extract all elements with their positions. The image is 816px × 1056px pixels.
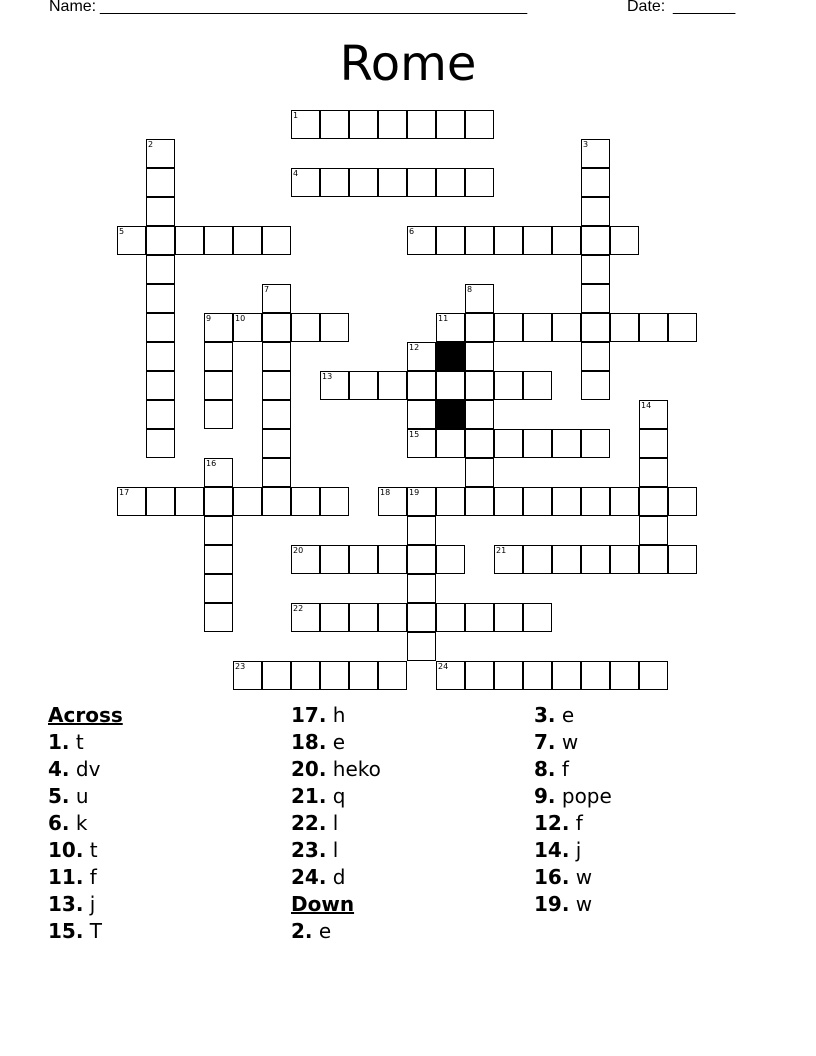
cell-number: 7 <box>264 285 270 294</box>
grid-cell[interactable] <box>465 603 494 632</box>
clue-text: t <box>69 730 84 754</box>
grid-cell[interactable] <box>262 487 291 516</box>
grid-cell[interactable] <box>407 168 436 197</box>
clue-text: j <box>569 838 582 862</box>
grid-cell[interactable] <box>523 487 552 516</box>
grid-cell[interactable] <box>407 545 436 574</box>
grid-cell[interactable] <box>436 371 465 400</box>
grid-cell[interactable] <box>407 516 436 545</box>
grid-cell[interactable] <box>523 661 552 690</box>
grid-cell[interactable] <box>494 487 523 516</box>
grid-cell[interactable] <box>552 226 581 255</box>
grid-cell[interactable] <box>639 545 668 574</box>
grid-cell[interactable] <box>610 661 639 690</box>
grid-cell[interactable] <box>494 429 523 458</box>
clue-text: l <box>326 811 339 835</box>
clue-item <box>534 864 612 891</box>
grid-cell[interactable] <box>262 458 291 487</box>
clue-number: 1. <box>48 730 70 754</box>
grid-cell[interactable] <box>146 168 175 197</box>
grid-cell[interactable] <box>349 168 378 197</box>
grid-cell[interactable] <box>581 168 610 197</box>
grid-cell[interactable] <box>262 400 291 429</box>
grid-cell[interactable] <box>407 487 436 516</box>
grid-cell[interactable] <box>175 226 204 255</box>
grid-cell[interactable] <box>407 110 436 139</box>
cell-number: 3 <box>583 140 589 149</box>
clue-number: 11. <box>48 865 84 889</box>
grid-cell[interactable] <box>204 458 233 487</box>
grid-cell[interactable] <box>204 603 233 632</box>
cell-number: 14 <box>641 401 652 410</box>
grid-cell[interactable] <box>146 255 175 284</box>
grid-cell[interactable] <box>639 516 668 545</box>
clue-text: T <box>83 919 103 943</box>
grid-cell[interactable] <box>204 400 233 429</box>
clue-number: 23. <box>291 838 327 862</box>
grid-cell[interactable] <box>146 487 175 516</box>
grid-cell[interactable] <box>204 545 233 574</box>
clue-text: l <box>326 838 339 862</box>
grid-cell[interactable] <box>436 313 465 342</box>
clue-text: e <box>312 919 332 943</box>
clue-text: w <box>569 892 593 916</box>
name-label: Name: <box>49 0 101 15</box>
grid-cell[interactable] <box>552 313 581 342</box>
clue-item <box>291 756 381 783</box>
grid-cell[interactable] <box>407 371 436 400</box>
grid-cell[interactable] <box>378 371 407 400</box>
clue-text: dv <box>69 757 101 781</box>
clue-number: 5. <box>48 784 70 808</box>
grid-cell[interactable] <box>552 487 581 516</box>
clue-item <box>291 702 381 729</box>
grid-cell[interactable] <box>378 603 407 632</box>
grid-cell[interactable] <box>233 487 262 516</box>
grid-cell[interactable] <box>146 284 175 313</box>
clue-number: 21. <box>291 784 327 808</box>
cell-number: 22 <box>293 604 304 613</box>
clue-item <box>534 837 612 864</box>
date-line[interactable]: _______ <box>673 0 736 15</box>
grid-cell[interactable] <box>494 371 523 400</box>
grid-cell[interactable] <box>262 661 291 690</box>
grid-cell[interactable] <box>436 487 465 516</box>
clue-item <box>48 756 123 783</box>
grid-cell[interactable] <box>639 487 668 516</box>
grid-cell[interactable] <box>668 313 697 342</box>
clue-text: u <box>69 784 89 808</box>
grid-cell[interactable] <box>262 429 291 458</box>
clue-text: e <box>555 703 575 727</box>
grid-cell[interactable] <box>610 487 639 516</box>
grid-cell[interactable] <box>523 429 552 458</box>
clue-number: 16. <box>534 865 570 889</box>
grid-cell[interactable] <box>378 110 407 139</box>
grid-cell[interactable] <box>465 429 494 458</box>
grid-cell[interactable] <box>465 342 494 371</box>
grid-cell[interactable] <box>465 400 494 429</box>
clue-number: 12. <box>534 811 570 835</box>
grid-cell[interactable] <box>320 313 349 342</box>
grid-cell[interactable] <box>552 661 581 690</box>
grid-cell[interactable] <box>407 603 436 632</box>
grid-cell[interactable] <box>204 371 233 400</box>
grid-cell[interactable] <box>407 574 436 603</box>
grid-cell[interactable] <box>581 284 610 313</box>
clue-number: 4. <box>48 757 70 781</box>
clue-item <box>534 783 612 810</box>
grid-cell[interactable] <box>494 313 523 342</box>
grid-cell[interactable] <box>465 487 494 516</box>
grid-cell[interactable] <box>523 603 552 632</box>
clue-text: k <box>69 811 88 835</box>
clue-number: 7. <box>534 730 556 754</box>
grid-cell[interactable] <box>610 226 639 255</box>
grid-cell[interactable] <box>291 168 320 197</box>
clue-item <box>534 729 612 756</box>
grid-cell[interactable] <box>465 168 494 197</box>
grid-cell[interactable] <box>581 661 610 690</box>
cell-number: 5 <box>119 227 125 236</box>
grid-cell[interactable] <box>146 139 175 168</box>
clue-number: 13. <box>48 892 84 916</box>
clue-number: 9. <box>534 784 556 808</box>
clue-text: w <box>555 730 579 754</box>
cell-number: 21 <box>496 546 507 555</box>
clue-number: 18. <box>291 730 327 754</box>
clue-number: 14. <box>534 838 570 862</box>
grid-cell[interactable] <box>581 313 610 342</box>
grid-block <box>436 400 465 429</box>
cell-number: 8 <box>467 285 473 294</box>
grid-cell[interactable] <box>494 603 523 632</box>
cell-number: 1 <box>293 111 299 120</box>
grid-cell[interactable] <box>494 545 523 574</box>
grid-cell[interactable] <box>523 371 552 400</box>
grid-cell[interactable] <box>378 661 407 690</box>
grid-cell[interactable] <box>407 632 436 661</box>
clue-text: t <box>83 838 98 862</box>
clue-column-2 <box>291 702 381 945</box>
clue-item <box>48 891 123 918</box>
clue-item <box>48 864 123 891</box>
grid-cell[interactable] <box>436 110 465 139</box>
grid-cell[interactable] <box>436 168 465 197</box>
grid-cell[interactable] <box>436 226 465 255</box>
grid-cell[interactable] <box>262 371 291 400</box>
grid-cell[interactable] <box>349 110 378 139</box>
clue-heading: Across <box>48 703 123 727</box>
grid-cell[interactable] <box>523 545 552 574</box>
clue-item <box>534 702 612 729</box>
grid-cell[interactable] <box>581 371 610 400</box>
grid-cell[interactable] <box>407 226 436 255</box>
cell-number: 18 <box>380 488 391 497</box>
clue-item <box>48 918 123 945</box>
grid-cell[interactable] <box>639 429 668 458</box>
grid-cell[interactable] <box>146 400 175 429</box>
clue-item <box>291 783 381 810</box>
cell-number: 2 <box>148 140 154 149</box>
grid-cell[interactable] <box>204 487 233 516</box>
clue-item <box>534 756 612 783</box>
clue-item <box>291 810 381 837</box>
grid-cell[interactable] <box>465 458 494 487</box>
grid-cell[interactable] <box>291 313 320 342</box>
grid-cell[interactable] <box>291 661 320 690</box>
grid-cell[interactable] <box>639 313 668 342</box>
grid-cell[interactable] <box>320 168 349 197</box>
grid-cell[interactable] <box>146 197 175 226</box>
grid-cell[interactable] <box>436 429 465 458</box>
grid-cell[interactable] <box>146 313 175 342</box>
grid-cell[interactable] <box>465 313 494 342</box>
clue-text: pope <box>555 784 612 808</box>
cell-number: 16 <box>206 459 217 468</box>
cell-number: 12 <box>409 343 420 352</box>
grid-cell[interactable] <box>378 545 407 574</box>
grid-cell[interactable] <box>494 226 523 255</box>
grid-cell[interactable] <box>436 661 465 690</box>
grid-cell[interactable] <box>465 371 494 400</box>
grid-cell[interactable] <box>146 429 175 458</box>
clue-text: j <box>83 892 96 916</box>
grid-cell[interactable] <box>581 429 610 458</box>
grid-cell[interactable] <box>639 661 668 690</box>
clue-item <box>48 837 123 864</box>
grid-cell[interactable] <box>378 168 407 197</box>
grid-cell[interactable] <box>349 545 378 574</box>
grid-cell[interactable] <box>349 603 378 632</box>
clue-item <box>534 891 612 918</box>
grid-cell[interactable] <box>262 284 291 313</box>
cell-number: 17 <box>119 488 130 497</box>
clue-item <box>48 810 123 837</box>
grid-cell[interactable] <box>436 603 465 632</box>
clue-number: 24. <box>291 865 327 889</box>
cell-number: 24 <box>438 662 449 671</box>
grid-cell[interactable] <box>523 313 552 342</box>
grid-cell[interactable] <box>668 487 697 516</box>
grid-cell[interactable] <box>407 400 436 429</box>
clue-number: 20. <box>291 757 327 781</box>
clue-number: 8. <box>534 757 556 781</box>
grid-cell[interactable] <box>639 458 668 487</box>
grid-cell[interactable] <box>262 226 291 255</box>
grid-cell[interactable] <box>291 487 320 516</box>
cell-number: 11 <box>438 314 449 323</box>
grid-cell[interactable] <box>407 342 436 371</box>
grid-cell[interactable] <box>146 371 175 400</box>
clue-number: 6. <box>48 811 70 835</box>
puzzle-title: Rome <box>339 36 477 92</box>
grid-cell[interactable] <box>204 516 233 545</box>
grid-cell[interactable] <box>233 313 262 342</box>
grid-cell[interactable] <box>494 661 523 690</box>
grid-cell[interactable] <box>262 313 291 342</box>
cell-number: 23 <box>235 662 246 671</box>
grid-cell[interactable] <box>552 429 581 458</box>
grid-cell[interactable] <box>668 545 697 574</box>
clue-number: 15. <box>48 919 84 943</box>
clue-text: f <box>569 811 583 835</box>
grid-cell[interactable] <box>465 284 494 313</box>
clue-number: 10. <box>48 838 84 862</box>
clue-text: h <box>326 703 346 727</box>
clue-item <box>291 837 381 864</box>
grid-cell[interactable] <box>523 226 552 255</box>
grid-cell[interactable] <box>291 110 320 139</box>
clue-text: f <box>83 865 97 889</box>
grid-cell[interactable] <box>407 429 436 458</box>
grid-cell[interactable] <box>291 545 320 574</box>
date-label: Date: <box>627 0 670 15</box>
grid-cell[interactable] <box>581 255 610 284</box>
grid-cell[interactable] <box>581 197 610 226</box>
clue-number: 19. <box>534 892 570 916</box>
grid-cell[interactable] <box>204 342 233 371</box>
grid-cell[interactable] <box>349 371 378 400</box>
grid-block <box>436 342 465 371</box>
grid-cell[interactable] <box>465 110 494 139</box>
cell-number: 4 <box>293 169 299 178</box>
grid-cell[interactable] <box>581 487 610 516</box>
grid-cell[interactable] <box>320 110 349 139</box>
grid-cell[interactable] <box>262 342 291 371</box>
clue-text: d <box>326 865 346 889</box>
clue-item <box>534 810 612 837</box>
cell-number: 13 <box>322 372 333 381</box>
grid-cell[interactable] <box>378 487 407 516</box>
grid-cell[interactable] <box>204 574 233 603</box>
grid-cell[interactable] <box>610 545 639 574</box>
grid-cell[interactable] <box>436 545 465 574</box>
grid-cell[interactable] <box>581 342 610 371</box>
cell-number: 6 <box>409 227 415 236</box>
grid-cell[interactable] <box>204 313 233 342</box>
clue-number: 3. <box>534 703 556 727</box>
grid-cell[interactable] <box>204 226 233 255</box>
grid-cell[interactable] <box>320 545 349 574</box>
grid-cell[interactable] <box>465 226 494 255</box>
grid-cell[interactable] <box>320 487 349 516</box>
grid-cell[interactable] <box>175 487 204 516</box>
grid-cell[interactable] <box>320 603 349 632</box>
name-line[interactable]: ________________________________________________ <box>100 0 528 15</box>
cell-number: 10 <box>235 314 246 323</box>
grid-cell[interactable] <box>465 661 494 690</box>
clue-item <box>291 729 381 756</box>
clue-heading: Down <box>291 892 355 916</box>
grid-cell[interactable] <box>291 603 320 632</box>
cell-number: 20 <box>293 546 304 555</box>
grid-cell[interactable] <box>610 313 639 342</box>
clue-item <box>291 864 381 891</box>
clue-column-1 <box>48 702 123 945</box>
grid-cell[interactable] <box>581 139 610 168</box>
clue-number: 22. <box>291 811 327 835</box>
clue-text: q <box>326 784 346 808</box>
clue-text: heko <box>326 757 381 781</box>
grid-cell[interactable] <box>233 661 262 690</box>
cell-number: 19 <box>409 488 420 497</box>
clue-item <box>48 729 123 756</box>
clue-item <box>48 783 123 810</box>
cell-number: 15 <box>409 430 420 439</box>
grid-cell[interactable] <box>581 226 610 255</box>
clue-text: e <box>326 730 346 754</box>
grid-cell[interactable] <box>320 371 349 400</box>
clue-number: 2. <box>291 919 313 943</box>
grid-cell[interactable] <box>233 226 262 255</box>
clue-item <box>291 918 381 945</box>
grid-cell[interactable] <box>117 226 146 255</box>
grid-cell[interactable] <box>146 342 175 371</box>
clue-text: f <box>555 757 569 781</box>
grid-cell[interactable] <box>552 545 581 574</box>
grid-cell[interactable] <box>146 226 175 255</box>
grid-cell[interactable] <box>320 661 349 690</box>
clue-number: 17. <box>291 703 327 727</box>
grid-cell[interactable] <box>117 487 146 516</box>
grid-cell[interactable] <box>639 400 668 429</box>
clue-text: w <box>569 865 593 889</box>
cell-number: 9 <box>206 314 212 323</box>
grid-cell[interactable] <box>581 545 610 574</box>
clue-column-3 <box>534 702 612 918</box>
grid-cell[interactable] <box>349 661 378 690</box>
